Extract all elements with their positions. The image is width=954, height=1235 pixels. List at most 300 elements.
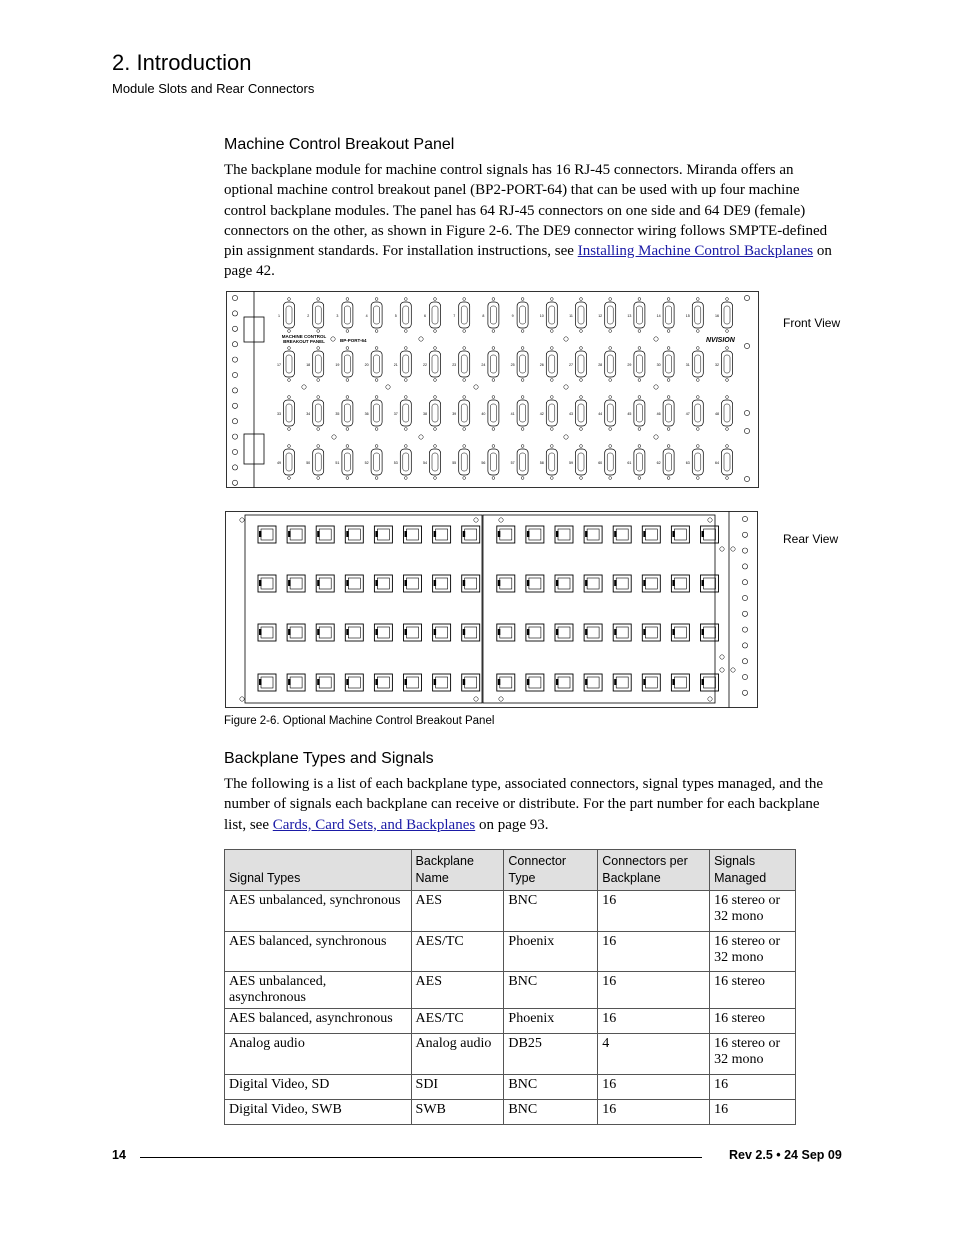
de9-connector-shell [344, 404, 350, 422]
header-connectors-per-backplane: Connectors per Backplane [598, 850, 710, 891]
table-cell: BNC [504, 891, 598, 932]
rj45-latch [527, 531, 530, 537]
page-number: 14 [112, 1148, 126, 1162]
mount-screw [434, 379, 437, 382]
mount-screw [726, 298, 729, 301]
mount-screw [492, 379, 495, 382]
de9-connector-shell [607, 355, 613, 373]
rj45-port-inner [290, 529, 302, 540]
rj45-latch [346, 679, 349, 685]
rack-hole [232, 295, 237, 300]
rj45-port-inner [645, 627, 657, 638]
de9-connector-shell [636, 453, 642, 471]
rj45-latch [405, 629, 408, 635]
rj45-port-inner [645, 578, 657, 589]
rack-hole [742, 532, 747, 537]
mount-screw [609, 445, 612, 448]
rj45-port-inner [290, 677, 302, 688]
mount-screw [288, 396, 291, 399]
backplane-types-heading: Backplane Types and Signals [224, 750, 434, 767]
front-view-label: Front View [783, 316, 841, 330]
table-cell: 16 stereo [710, 1009, 796, 1034]
panel-screw [474, 518, 478, 522]
mount-screw [667, 330, 670, 333]
mount-screw [580, 396, 583, 399]
mount-screw [580, 379, 583, 382]
rack-hole [742, 627, 747, 632]
mount-screw [726, 396, 729, 399]
rj45-port-inner [348, 677, 360, 688]
rack-hole [232, 357, 237, 362]
rj45-port-inner [290, 627, 302, 638]
mount-screw [638, 477, 641, 480]
rj45-port-inner [674, 529, 686, 540]
mount-screw [404, 347, 407, 350]
de9-connector-shell [666, 404, 672, 422]
mount-screw [550, 396, 553, 399]
table-cell: Phoenix [504, 932, 598, 972]
rj45-port-inner [436, 677, 448, 688]
rj45-port-inner [674, 627, 686, 638]
mount-screw [404, 445, 407, 448]
mount-screw [492, 396, 495, 399]
panel-screw [720, 547, 724, 551]
mount-screw [434, 330, 437, 333]
connector-number: 56 [481, 461, 486, 465]
header-connector-type: Connector Type [504, 850, 598, 891]
mount-screw [550, 445, 553, 448]
panel-screw [720, 655, 724, 659]
table-cell: SDI [411, 1075, 504, 1100]
connector-number: 16 [715, 314, 719, 318]
rj45-port-inner [704, 529, 716, 540]
de9-connector-shell [432, 355, 438, 373]
mount-screw [404, 428, 407, 431]
table-cell: 16 stereo or 32 mono [710, 891, 796, 932]
rj45-port-inner [407, 677, 419, 688]
installing-backplanes-link[interactable]: Installing Machine Control Backplanes [577, 243, 814, 260]
header-backplane-name: Backplane Name [411, 850, 504, 891]
panel-screw [331, 337, 335, 341]
cards-backplanes-link[interactable]: Cards, Card Sets, and Backplanes [272, 816, 476, 833]
connector-number: 20 [364, 363, 369, 367]
rj45-latch [434, 580, 437, 586]
mount-screw [521, 379, 524, 382]
de9-connector-shell [432, 404, 438, 422]
table-cell: 16 stereo [710, 972, 796, 1009]
mount-screw [404, 477, 407, 480]
table-cell: Digital Video, SD [225, 1075, 412, 1100]
table-cell: Digital Video, SWB [225, 1100, 412, 1125]
mount-screw [609, 396, 612, 399]
de9-connector-shell [666, 453, 672, 471]
mount-screw [580, 330, 583, 333]
de9-connector-shell [520, 404, 526, 422]
connector-number: 6 [424, 314, 426, 318]
rack-hole [232, 419, 237, 424]
rj45-port-inner [645, 677, 657, 688]
rj45-latch [375, 679, 378, 685]
de9-connector-shell [286, 453, 292, 471]
table-cell: BNC [504, 972, 598, 1009]
mount-screw [492, 347, 495, 350]
connector-number: 30 [656, 363, 661, 367]
rj45-port-inner [587, 529, 599, 540]
connector-number: 63 [685, 461, 690, 465]
mount-screw [317, 445, 320, 448]
rj45-latch [702, 580, 705, 586]
connector-number: 22 [423, 363, 427, 367]
connector-number: 46 [656, 412, 661, 416]
table-row [225, 1009, 796, 1034]
de9-connector-shell [695, 306, 701, 324]
rack-hole [742, 611, 747, 616]
rj45-port-inner [529, 578, 541, 589]
mount-screw [288, 347, 291, 350]
mount-screw [609, 428, 612, 431]
connector-number: 14 [656, 314, 661, 318]
panel-screw [564, 337, 568, 341]
connector-number: 41 [510, 412, 515, 416]
de9-connector-shell [403, 306, 409, 324]
rj45-port-inner [319, 529, 331, 540]
table-cell: AES/TC [411, 1009, 504, 1034]
connector-number: 19 [335, 363, 340, 367]
rack-hole [232, 403, 237, 408]
rj45-port-inner [616, 627, 628, 638]
mount-screw [696, 379, 699, 382]
rj45-latch [346, 629, 349, 635]
de9-connector-shell [520, 355, 526, 373]
mount-screw [726, 379, 729, 382]
rj45-port-inner [319, 578, 331, 589]
connector-number: 48 [715, 412, 719, 416]
de9-connector-shell [286, 404, 292, 422]
table-row [225, 891, 796, 932]
connector-number: 52 [364, 461, 369, 465]
rj45-port-inner [261, 578, 273, 589]
rack-hole [742, 659, 747, 664]
de9-connector-shell [666, 306, 672, 324]
mount-screw [346, 330, 349, 333]
rj45-latch [556, 531, 559, 537]
footer-rule [140, 1157, 702, 1158]
rj45-latch [463, 580, 466, 586]
mount-screw [375, 396, 378, 399]
mount-screw [463, 477, 466, 480]
connector-number: 57 [510, 461, 515, 465]
de9-connector-shell [490, 306, 496, 324]
mount-screw [492, 298, 495, 301]
de9-connector-shell [374, 404, 380, 422]
rack-hole [742, 674, 747, 679]
mount-screw [317, 396, 320, 399]
rj45-latch [405, 679, 408, 685]
de9-connector-shell [549, 306, 555, 324]
rj45-port-inner [465, 627, 477, 638]
machine-control-heading: Machine Control Breakout Panel [224, 136, 455, 153]
mount-screw [580, 347, 583, 350]
rack-hole [742, 595, 747, 600]
mount-screw [375, 428, 378, 431]
panel-screw [474, 385, 478, 389]
rack-hole [232, 326, 237, 331]
table-cell: AES unbalanced, synchronous [225, 891, 412, 932]
de9-connector-shell [607, 306, 613, 324]
machine-control-paragraph [224, 160, 842, 282]
mount-screw [346, 477, 349, 480]
rj45-port-inner [558, 677, 570, 688]
connector-number: 60 [598, 461, 603, 465]
rj45-latch [702, 629, 705, 635]
rj45-port-inner [587, 627, 599, 638]
rj45-latch [585, 531, 588, 537]
connector-number: 47 [685, 412, 690, 416]
panel-screw [731, 668, 735, 672]
de9-connector-shell [315, 453, 321, 471]
rj45-latch [434, 679, 437, 685]
mount-screw [696, 298, 699, 301]
connector-number: 55 [452, 461, 457, 465]
mount-screw [317, 379, 320, 382]
de9-connector-shell [549, 404, 555, 422]
rj45-latch [259, 629, 262, 635]
mount-screw [375, 379, 378, 382]
rack-hole [744, 428, 749, 433]
connector-number: 45 [627, 412, 632, 416]
rj45-latch [643, 580, 646, 586]
mount-screw [550, 330, 553, 333]
mount-screw [434, 428, 437, 431]
mount-screw [463, 347, 466, 350]
panel-screw [654, 435, 658, 439]
rj45-port-inner [261, 677, 273, 688]
de9-connector-shell [286, 306, 292, 324]
de9-connector-shell [520, 453, 526, 471]
rj45-latch [498, 580, 501, 586]
rj45-latch [463, 531, 466, 537]
panel-screw [708, 518, 712, 522]
mount-screw [375, 347, 378, 350]
de9-connector-shell [636, 404, 642, 422]
de9-connector-shell [578, 453, 584, 471]
rj45-port-inner [529, 627, 541, 638]
mount-screw [521, 347, 524, 350]
de9-connector-shell [403, 404, 409, 422]
mount-screw [667, 428, 670, 431]
de9-connector-shell [490, 404, 496, 422]
table-cell: AES [411, 972, 504, 1009]
rj45-port-inner [407, 529, 419, 540]
mount-screw [288, 330, 291, 333]
table-row [225, 1100, 796, 1125]
mount-screw [288, 445, 291, 448]
front-view-diagram [226, 291, 759, 488]
mount-screw [638, 396, 641, 399]
rj45-port-inner [261, 529, 273, 540]
chapter-title: 2. Introduction [112, 50, 252, 75]
mount-screw [404, 330, 407, 333]
mount-screw [638, 298, 641, 301]
panel-screw [386, 385, 390, 389]
rj45-port-inner [674, 578, 686, 589]
mount-screw [521, 396, 524, 399]
de9-connector-shell [578, 404, 584, 422]
de9-connector-shell [666, 355, 672, 373]
table-header-row [225, 850, 796, 891]
de9-connector-shell [636, 306, 642, 324]
mount-screw [696, 445, 699, 448]
rack-hole [232, 480, 237, 485]
connector-number: 61 [627, 461, 632, 465]
paragraph-text-end: on page 93. [475, 816, 549, 833]
table-cell: 16 stereo or 32 mono [710, 932, 796, 972]
rj45-port-inner [587, 677, 599, 688]
connector-number: 7 [453, 314, 456, 318]
mount-screw [375, 330, 378, 333]
mount-screw [346, 298, 349, 301]
mount-screw [492, 445, 495, 448]
mount-screw [434, 347, 437, 350]
connector-number: 23 [452, 363, 457, 367]
rj45-port-inner [465, 578, 477, 589]
de9-connector-shell [724, 306, 730, 324]
rj45-port-inner [348, 627, 360, 638]
connector-number: 3 [336, 314, 339, 318]
rj45-latch [317, 629, 320, 635]
table-cell: 16 [598, 891, 710, 932]
rj45-port-inner [319, 627, 331, 638]
rj45-latch [288, 629, 291, 635]
rj45-latch [498, 679, 501, 685]
rack-hole [742, 690, 747, 695]
connector-number: 40 [481, 412, 486, 416]
mount-screw [726, 330, 729, 333]
rj45-port-inner [319, 677, 331, 688]
rj45-latch [498, 531, 501, 537]
connector-number: 28 [598, 363, 603, 367]
de9-connector-shell [403, 453, 409, 471]
de9-connector-shell [607, 404, 613, 422]
de9-connector-shell [724, 453, 730, 471]
mount-screw [463, 379, 466, 382]
paragraph-text-end: on page 42. [224, 243, 832, 280]
rj45-latch [375, 580, 378, 586]
table-row [225, 932, 796, 972]
rj45-latch [585, 580, 588, 586]
mount-screw [375, 477, 378, 480]
mount-screw [580, 298, 583, 301]
connector-number: 35 [335, 412, 340, 416]
table-cell: 16 [598, 1009, 710, 1034]
rj45-latch [288, 580, 291, 586]
rj45-port-inner [465, 677, 477, 688]
rj45-port-inner [348, 578, 360, 589]
rack-hole [232, 434, 237, 439]
connector-number: 25 [510, 363, 515, 367]
connector-number: 13 [627, 314, 632, 318]
connector-number: 5 [394, 314, 397, 318]
header-signals-managed: Signals Managed [710, 850, 796, 891]
connector-number: 2 [307, 314, 310, 318]
mount-screw [521, 330, 524, 333]
backplane-table [224, 849, 796, 1125]
connector-number: 27 [569, 363, 573, 367]
rj45-latch [346, 580, 349, 586]
mount-screw [346, 379, 349, 382]
rj45-port-inner [616, 578, 628, 589]
connector-number: 24 [481, 363, 486, 367]
rj45-latch [434, 531, 437, 537]
rj45-port-inner [616, 529, 628, 540]
rj45-latch [259, 580, 262, 586]
connector-number: 43 [569, 412, 573, 416]
connector-number: 8 [482, 314, 485, 318]
connector-number: 37 [393, 412, 398, 416]
de9-connector-shell [636, 355, 642, 373]
mount-screw [375, 445, 378, 448]
mount-screw [463, 396, 466, 399]
table-cell: Phoenix [504, 1009, 598, 1034]
rj45-port-inner [290, 578, 302, 589]
rack-hole [232, 311, 237, 316]
de9-connector-shell [344, 355, 350, 373]
mount-screw [434, 445, 437, 448]
section-subtitle: Module Slots and Rear Connectors [112, 81, 315, 96]
figure-caption: Figure 2-6. Optional Machine Control Breakout Panel [224, 715, 495, 727]
rj45-latch [498, 629, 501, 635]
table-cell: 16 [598, 972, 710, 1009]
rack-hole [742, 548, 747, 553]
mount-screw [492, 428, 495, 431]
mount-screw [463, 330, 466, 333]
mount-screw [434, 396, 437, 399]
mount-screw [317, 298, 320, 301]
rj45-latch [317, 531, 320, 537]
panel-screw [654, 337, 658, 341]
connector-number: 64 [715, 461, 719, 465]
mount-screw [696, 347, 699, 350]
mount-screw [404, 298, 407, 301]
mount-screw [346, 347, 349, 350]
rj45-port-inner [377, 529, 389, 540]
de9-connector-shell [695, 404, 701, 422]
de9-connector-shell [549, 453, 555, 471]
mount-screw [638, 330, 641, 333]
panel-screw [708, 697, 712, 701]
table-cell: 16 [710, 1100, 796, 1125]
connector-number: 15 [685, 314, 690, 318]
mount-screw [667, 396, 670, 399]
rj45-latch [463, 679, 466, 685]
panel-screw [654, 385, 658, 389]
panel-screw [499, 518, 503, 522]
panel-screw [240, 518, 244, 522]
rj45-latch [614, 580, 617, 586]
header-signal-types: Signal Types [225, 850, 412, 891]
table-cell: AES [411, 891, 504, 932]
rj45-latch [556, 679, 559, 685]
mount-screw [609, 477, 612, 480]
rj45-port-inner [674, 677, 686, 688]
panel-screw [302, 385, 306, 389]
mount-screw [463, 298, 466, 301]
connector-number: 34 [306, 412, 311, 416]
rj45-port-inner [348, 529, 360, 540]
mount-screw [667, 445, 670, 448]
connector-number: 32 [715, 363, 719, 367]
connector-number: 21 [393, 363, 398, 367]
